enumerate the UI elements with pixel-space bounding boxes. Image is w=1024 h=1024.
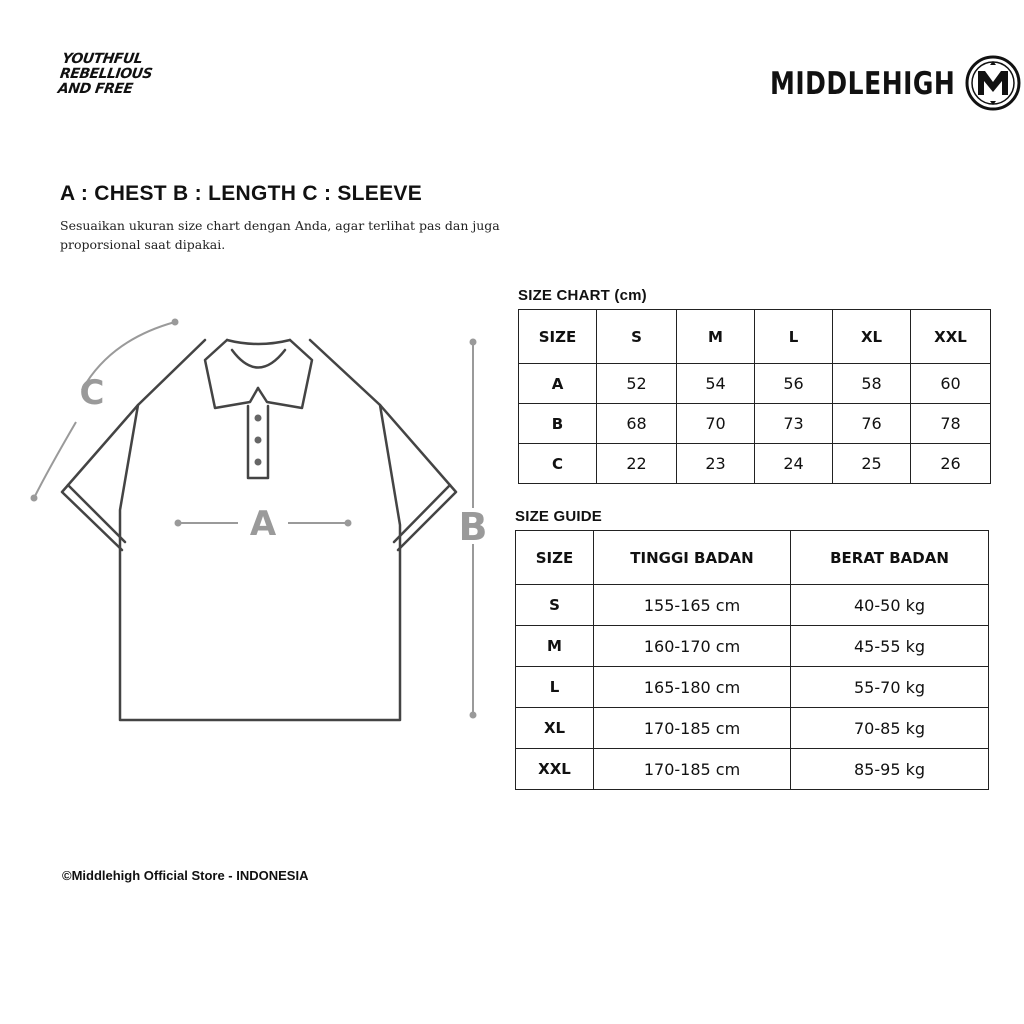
table-cell: 73 [755, 404, 833, 444]
brand-header [770, 55, 1021, 111]
table-row [516, 708, 989, 749]
table-row [516, 626, 989, 667]
table-cell: 25 [833, 444, 911, 484]
chest-label: A [249, 504, 277, 544]
table-cell: 70-85 kg [791, 708, 989, 749]
table-cell: 52 [597, 364, 677, 404]
table-header: M [677, 310, 755, 364]
table-cell: 45-55 kg [791, 626, 989, 667]
table-cell: 55-70 kg [791, 667, 989, 708]
middlehigh-m-emblem-icon [965, 55, 1021, 111]
size-guide-table [515, 530, 989, 790]
table-cell: 165-180 cm [594, 667, 791, 708]
table-header: L [755, 310, 833, 364]
table-row-label: XXL [516, 749, 594, 790]
brand-name: MIDDLEHIGH [770, 64, 956, 102]
table-row-label: B [519, 404, 597, 444]
measurement-legend-title: A : CHEST B : LENGTH C : SLEEVE [60, 182, 423, 205]
table-cell: 58 [833, 364, 911, 404]
table-row-label: M [516, 626, 594, 667]
table-header: XXL [911, 310, 991, 364]
table-cell: 23 [677, 444, 755, 484]
copyright-footer: ©Middlehigh Official Store - INDONESIA [62, 868, 309, 883]
table-row [519, 364, 991, 404]
table-cell: 160-170 cm [594, 626, 791, 667]
table-cell: 170-185 cm [594, 708, 791, 749]
table-header: XL [833, 310, 911, 364]
table-cell: 85-95 kg [791, 749, 989, 790]
size-chart-table [518, 309, 991, 484]
table-row [516, 585, 989, 626]
table-header: BERAT BADAN [791, 531, 989, 585]
table-row-label: A [519, 364, 597, 404]
table-cell: 78 [911, 404, 991, 444]
table-cell: 22 [597, 444, 677, 484]
size-chart-header-row [519, 310, 991, 364]
table-header: SIZE [516, 531, 594, 585]
size-guide-header-row [516, 531, 989, 585]
table-row-label: XL [516, 708, 594, 749]
table-header: SIZE [519, 310, 597, 364]
table-row-label: L [516, 667, 594, 708]
polo-shirt-outline-icon [20, 310, 500, 730]
table-cell: 60 [911, 364, 991, 404]
length-label: B [458, 505, 488, 549]
table-cell: 26 [911, 444, 991, 484]
table-cell: 40-50 kg [791, 585, 989, 626]
sleeve-label: C [79, 373, 105, 413]
table-cell: 24 [755, 444, 833, 484]
table-cell: 155-165 cm [594, 585, 791, 626]
table-row [519, 444, 991, 484]
table-cell: 70 [677, 404, 755, 444]
table-row-label: C [519, 444, 597, 484]
table-row [519, 404, 991, 444]
table-row-label: S [516, 585, 594, 626]
tagline-line-1: YOUTHFUL [61, 51, 144, 67]
table-cell: 54 [677, 364, 755, 404]
table-cell: 68 [597, 404, 677, 444]
table-cell: 76 [833, 404, 911, 444]
table-header: S [597, 310, 677, 364]
table-cell: 170-185 cm [594, 749, 791, 790]
intro-text: Sesuaikan ukuran size chart dengan Anda, agar terlihat pas dan juga proporsional saat dipakai. [60, 218, 500, 252]
size-guide-title: SIZE GUIDE [515, 508, 603, 525]
brand-tagline [57, 52, 173, 97]
tagline-line-3: AND FREE [56, 81, 134, 97]
size-chart-title: SIZE CHART (cm) [518, 287, 647, 304]
table-row [516, 749, 989, 790]
table-cell: 56 [755, 364, 833, 404]
table-row [516, 667, 989, 708]
tagline-line-2: REBELLIOUS [58, 66, 154, 82]
table-header: TINGGI BADAN [594, 531, 791, 585]
